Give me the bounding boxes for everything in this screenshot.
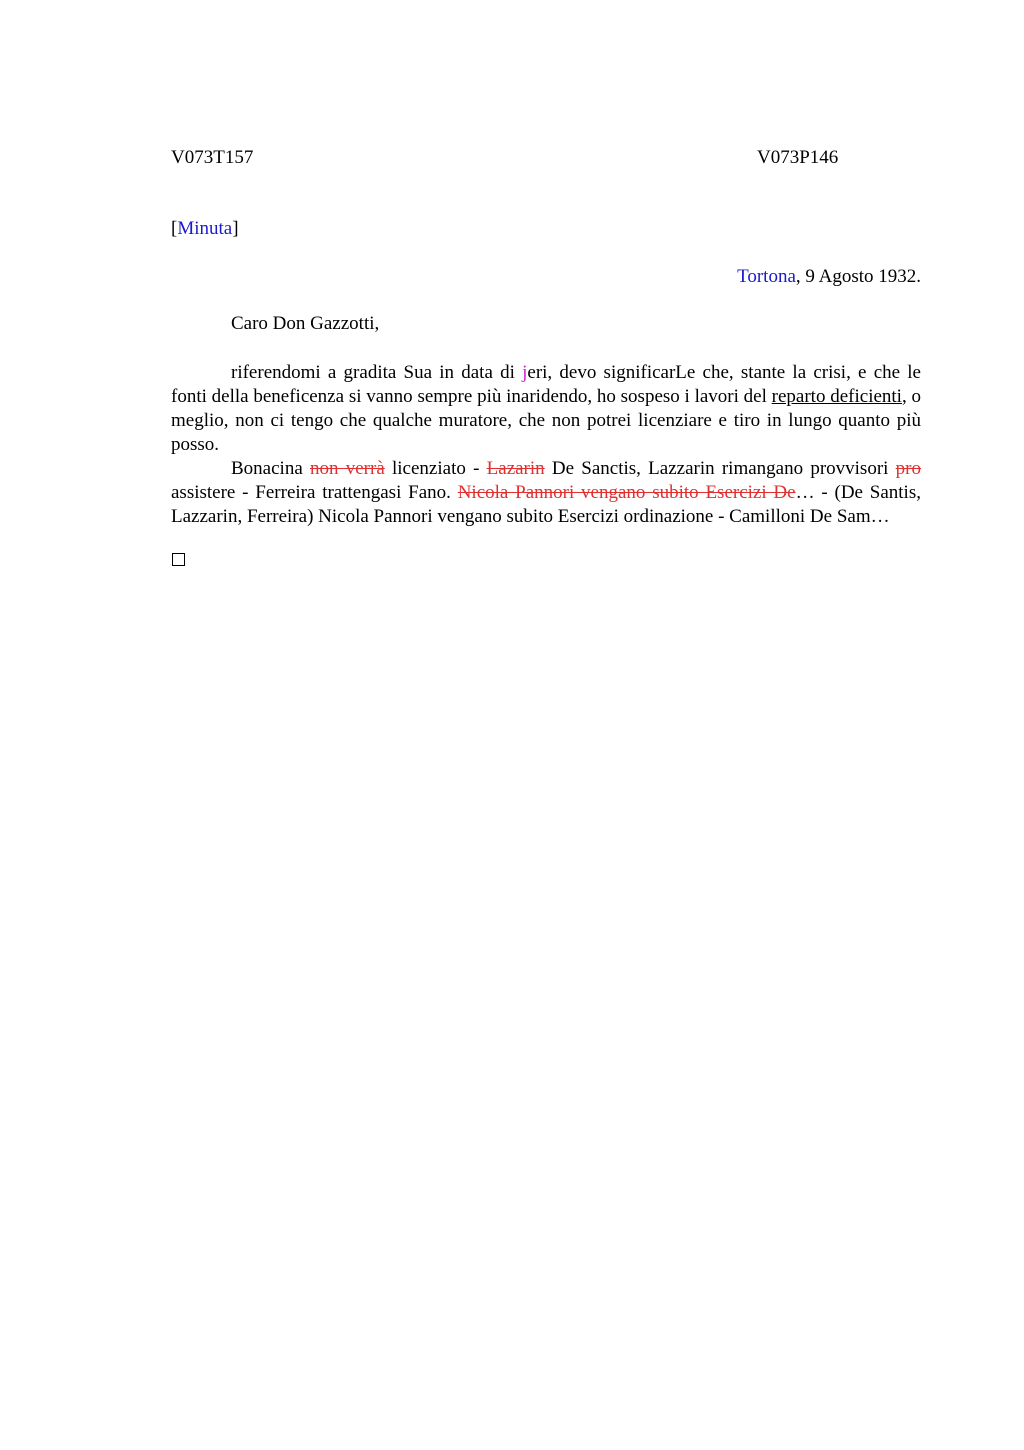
date-rest: , 9 Agosto 1932.: [795, 266, 921, 287]
document-ids: [171, 147, 921, 171]
minuta-bracket-close: ]: [232, 218, 239, 239]
document-id-right: V073P146: [757, 147, 839, 168]
paragraph-1: [171, 361, 921, 457]
minuta-bracket-open: [: [171, 218, 178, 239]
date-line: [171, 266, 921, 288]
paragraph-1-text-1: riferendomi a gradita Sua in data di: [231, 362, 523, 383]
paragraph-1-text-2: eri, devo significarLe che, stante la crisi, e che le fonti della beneficenza si vanno sempre più inaridendo, ho sospeso i lavori del: [171, 362, 921, 407]
paragraph-2-text-4: assistere - Ferreira trattengasi Fano.: [171, 482, 458, 503]
paragraph-1-underlined: reparto deficienti: [771, 386, 902, 407]
end-marker-box: [172, 553, 185, 566]
paragraph-2-text-3: De Sanctis, Lazzarin rimangano provvisori: [544, 458, 896, 479]
deleted-text-1: non verrà: [310, 458, 385, 479]
minuta-label: [171, 218, 239, 240]
minuta-text: Minuta: [177, 218, 233, 239]
paragraph-2: [171, 457, 921, 529]
paragraph-2-text-1: Bonacina: [231, 458, 310, 479]
document-id-left: V073T157: [171, 147, 254, 168]
deleted-text-4: Nicola Pannori vengano subito Esercizi De: [457, 482, 796, 503]
paragraph-1-text-3: , o meglio, non ci tengo che qualche muratore, che non potrei licenziare e tiro in lungo quanto più posso.: [171, 386, 921, 455]
salutation: Caro Don Gazzotti,: [231, 313, 380, 334]
deleted-text-2: Lazarin: [486, 458, 545, 479]
date-place: Tortona: [737, 266, 796, 287]
deleted-text-3: pro: [895, 458, 921, 479]
paragraph-2-text-2: licenziato -: [384, 458, 487, 479]
paragraph-2-text-5: … - (De Santis, Lazzarin, Ferreira) Nicola Pannori vengano subito Esercizi ordinazione - Camilloni De Sam…: [171, 482, 921, 527]
letter-body: [171, 361, 921, 529]
paragraph-1-correction: j: [522, 362, 528, 383]
